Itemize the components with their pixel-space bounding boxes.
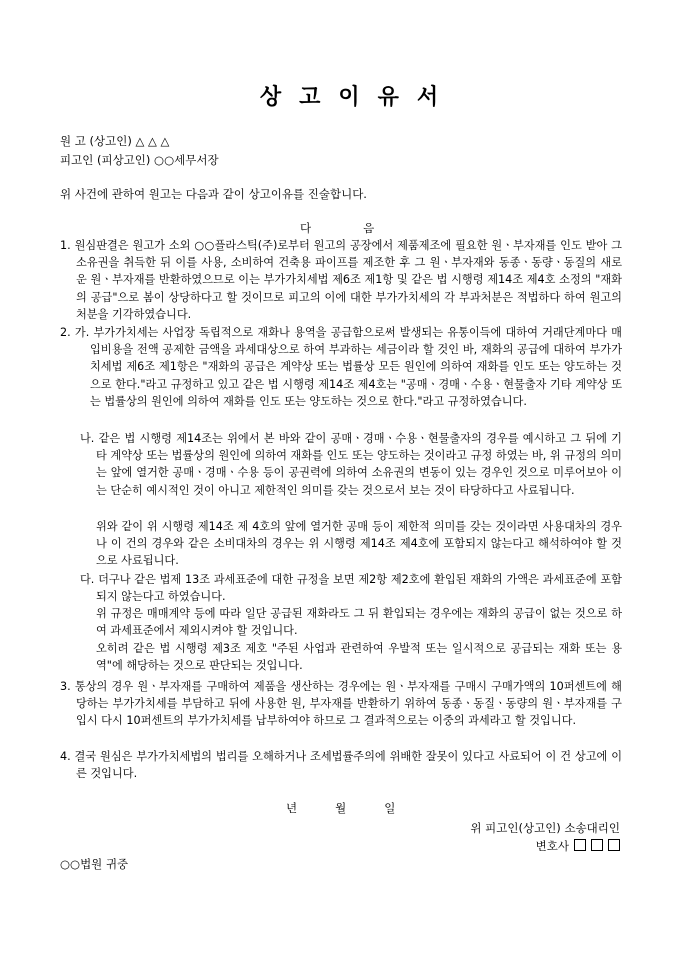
date-month: 월	[335, 801, 347, 815]
section-heading: 다음	[300, 221, 427, 235]
seal-box-3	[608, 839, 620, 851]
reason-item-2b: 나. 같은 법 시행령 제14조는 위에서 본 바와 같이 공매ㆍ경매ㆍ수용ㆍ현물출자의 경우를 예시하고 그 뒤에 기타 계약상 또는 법률상의 원인에 의하여 재화를 인도 또는 양도하는 것이라고 규정 하였는 바, 위 규정의 의미는 앞에 열거한 공매ㆍ경매ㆍ수용 등이 공권력에 의하여 소유권의 변동이 있는 경우인 것으로 미루어보아 이는 단순히 예시적인 것이 아니고 제한적인 의미를 갖는 것으로서 보는 것이 타당하다고 사료됩니다.	[80, 432, 622, 497]
intro-statement: 위 사건에 관하여 원고는 다음과 같이 상고이유를 진술합니다.	[60, 187, 367, 201]
reason-item-2c: 다. 더구나 같은 법제 13조 과세표준에 대한 규정을 보면 제2항 제2호에 환입된 재화의 가액은 과세표준에 포함되지 않는다고 하였습니다.	[80, 573, 622, 604]
reason-item-2c-continued: 위 규정은 매매계약 등에 따라 일단 공급된 재화라도 그 뒤 환입되는 경우에는 재화의 공급이 없는 것으로 하여 과세표준에서 제외시켜야 할 것입니다.	[96, 607, 622, 638]
reason-item-4: 4. 결국 원심은 부가가치세법의 법리를 오해하거나 조세법률주의에 위배한 잘못이 있다고 사료되어 이 건 상고에 이른 것입니다.	[60, 750, 622, 781]
signature-line-2	[536, 838, 620, 854]
document-title: 상고이유서	[259, 84, 457, 110]
reason-item-1: 1. 원심판결은 원고가 소외 ○○플라스틱(주)로부터 원고의 공장에서 제품제조에 필요한 원ㆍ부자재를 인도 받아 그 소유권을 취득한 뒤 이를 사용, 소비하여 건축용 파이프를 제조한 후 그 원ㆍ부자재와 동종ㆍ동량ㆍ동질의 새로운 원ㆍ부자재를 반환하였으므로 이는 부가가치세법 제6조 제1항 및 같은 법 시행령 제14조 제4호 소정의 "재화의 공급"으로 봄이 상당하다고 할 것이므로 피고의 이에 대한 부가가치세의 각 부과처분은 적법하다 하여 원고의 처분을 기각하였습니다.	[60, 239, 622, 321]
date-line	[286, 800, 433, 816]
reason-item-2c-continued-2: 오히려 같은 법 시행령 제3조 제호 "주된 사업과 관련하여 우발적 또는 일시적으로 공급되는 재화 또는 용역"에 해당하는 것으로 판단되는 것입니다.	[96, 642, 622, 673]
seal-box-1	[574, 839, 586, 851]
reason-item-2a: 2. 가. 부가가치세는 사업장 독립적으로 재화나 용역을 공급함으로써 발생되는 유통이득에 대하여 거래단계마다 매입비용을 전액 공제한 금액을 과세대상으로 하여 부과하는 세금이라 할 것인 바, 재화의 공급에 대하여 부가가치세법 제6조 제1항은 "재화의 공급은 계약상 또는 법률상 모든 원인에 의하여 재화를 인도 또는 양도하는 것으로 한다."라고 규정하고 있고 같은 법 시행령 제14조 제4호는 "공매ㆍ경매ㆍ수용ㆍ현물출자 기타 계약상 또는 법률상의 원인에 의하여 재화를 인도 또는 양도하는 것으로 한다."라고 규정하였습니다.	[60, 326, 622, 408]
lawyer-label: 변호사	[535, 839, 569, 853]
court-addressee: ○○법원 귀중	[60, 857, 129, 871]
reason-item-3: 3. 통상의 경우 원ㆍ부자재를 구매하여 제품을 생산하는 경우에는 원ㆍ부자재를 구매시 구매가액의 10퍼센트에 해당하는 부가가치세를 부담하고 뒤에 사용한 원, 부자재를 반환하기 위하여 동종ㆍ동질ㆍ동량의 원ㆍ부자재를 구입시 다시 10퍼센트의 부가가치세를 납부하여야 하므로 그 결과적으로는 이중의 과세라고 할 것입니다.	[60, 680, 622, 728]
appellee-line: 피고인 (피상고인) ○○세무서장	[60, 153, 219, 167]
date-day: 일	[384, 801, 396, 815]
reason-item-2b-continued: 위와 같이 위 시행령 제14조 제 4호의 앞에 열거한 공매 등이 제한적 의미를 갖는 것이라면 사용대차의 경우나 이 건의 경우와 같은 소비대차의 경우는 위 시행령 제14조 제4호에 포함되지 않는다고 해석하여야 할 것으로 사료됩니다.	[96, 520, 622, 568]
date-year: 년	[286, 801, 298, 815]
seal-box-2	[591, 839, 603, 851]
appellant-line: 원 고 (상고인) △ △ △	[60, 134, 170, 148]
signature-line-1: 위 피고인(상고인) 소송대리인	[470, 821, 620, 835]
